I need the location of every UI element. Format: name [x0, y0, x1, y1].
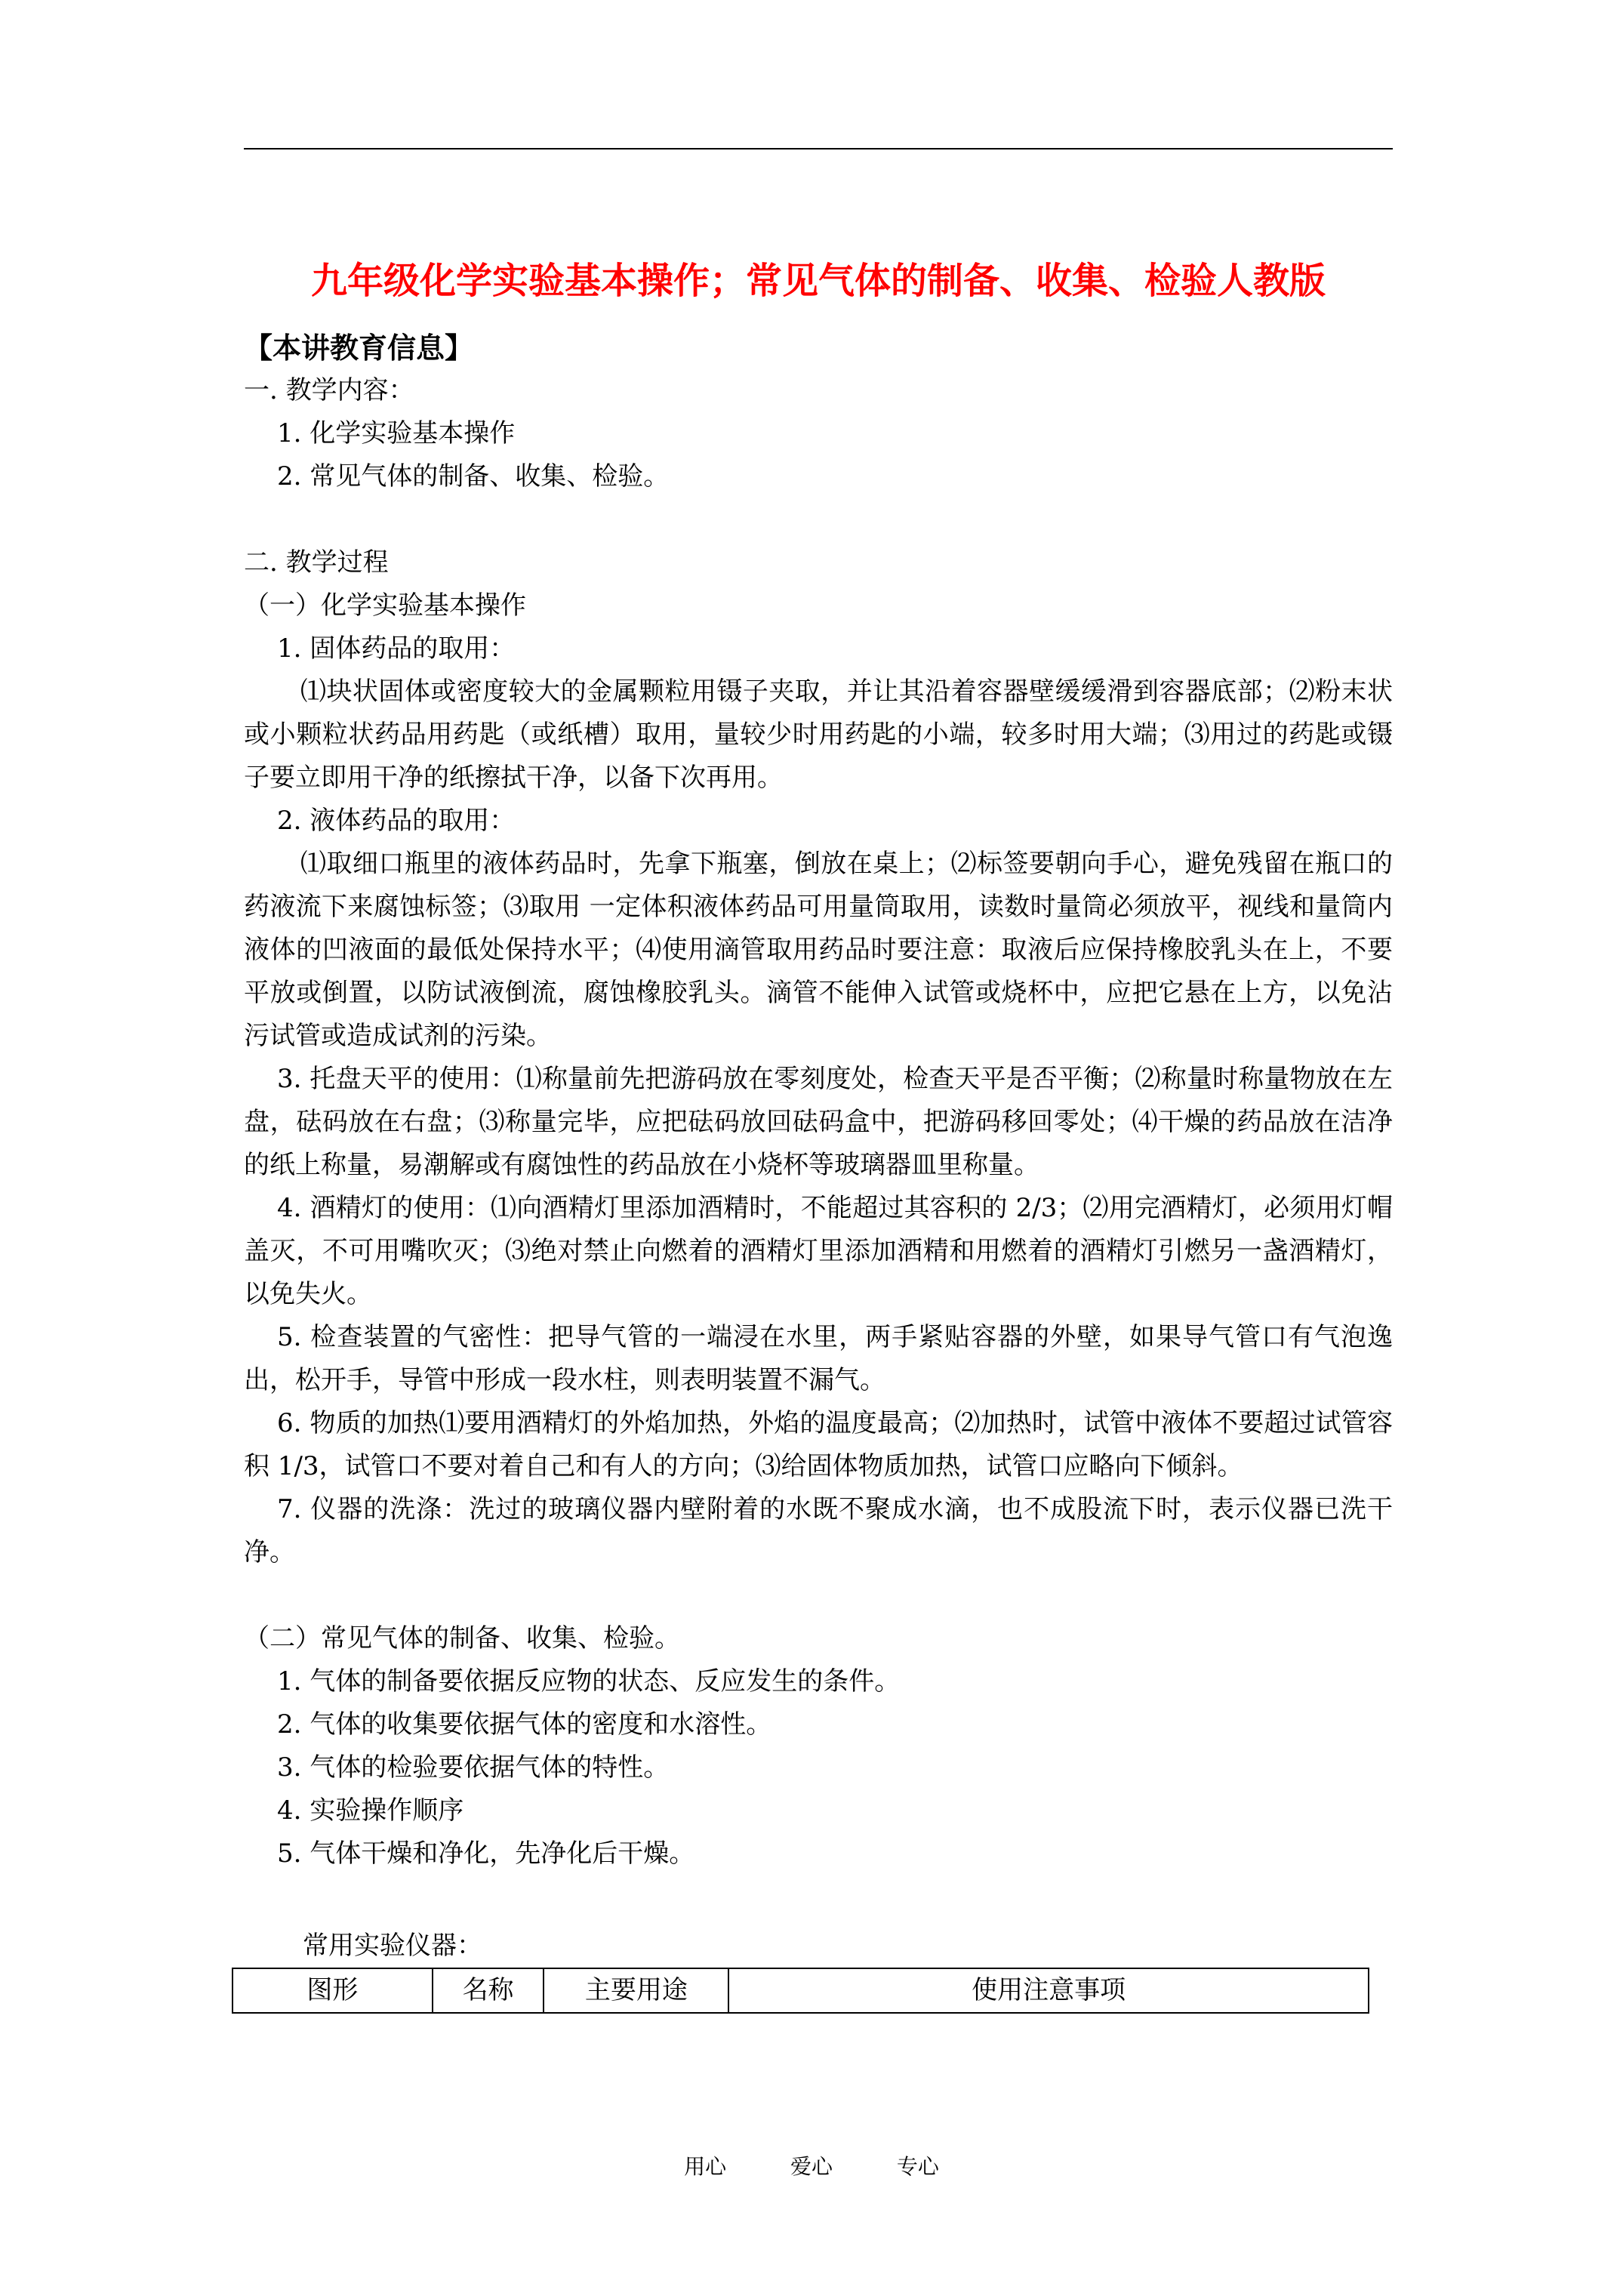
page-footer — [0, 2152, 1623, 2182]
footer-text-1: 用心 — [684, 2154, 727, 2179]
table-caption: 常用实验仪器： — [303, 1931, 482, 1961]
item1-title: 1. 固体药品的取用： — [277, 633, 516, 664]
item7-paragraph: 7. 仪器的洗涤：洗过的玻璃仪器内壁附着的水既不聚成水滴，也不成股流下时，表示仪器已洗干净。 — [244, 1494, 1393, 1567]
item3-paragraph: 3. 托盘天平的使用：⑴称量前先把游码放在零刻度处，检查天平是否平衡；⑵称量时称量物放在左盘，砝码放在右盘；⑶称量完毕，应把砝码放回砝码盒中，把游码移回零处；⑷干燥的药品放在洁净的纸上称量，易潮解或有腐蚀性的药品放在小烧杯等玻璃器皿里称量。 — [244, 1064, 1393, 1180]
footer-text-2: 爱心 — [790, 2154, 833, 2179]
sub1-heading: （一）化学实验基本操作 — [244, 590, 526, 621]
table-header-row — [233, 1968, 1369, 2013]
part1-item-2: 2. 常见气体的制备、收集、检验。 — [277, 461, 670, 492]
item6-paragraph: 6. 物质的加热⑴要用酒精灯的外焰加热，外焰的温度最高；⑵加热时，试管中液体不要超过试管容积 1/3，试管口不要对着自己和有人的方向；⑶给固体物质加热，试管口应略向下倾斜。 — [244, 1408, 1393, 1481]
instrument-table — [232, 1968, 1369, 2014]
spacer — [244, 498, 1393, 541]
table-header-name: 名称 — [433, 1968, 544, 2013]
item2-body: ⑴取细口瓶里的液体药品时，先拿下瓶塞，倒放在桌上；⑵标签要朝向手心，避免残留在瓶口的药液流下来腐蚀标签；⑶取用 一定体积液体药品可用量筒取用，读数时量筒必须放平，视线和量筒内液体的凹液面的最低处保持水平；⑷使用滴管取用药品时要注意：取液后应保持橡胶乳头在上，不要平放或倒置，以防试液倒流，腐蚀橡胶乳头。滴管不能伸入试管或烧杯中，应把它悬在上方，以免沾污试管或造成试剂的污染。 — [244, 849, 1393, 1051]
table-header-figure: 图形 — [233, 1968, 433, 2013]
sub2-heading: （二）常见气体的制备、收集、检验。 — [244, 1623, 680, 1653]
item1-body: ⑴块状固体或密度较大的金属颗粒用镊子夹取，并让其沿着容器壁缓缓滑到容器底部；⑵粉末状或小颗粒状药品用药匙（或纸槽）取用，量较少时用药匙的小端，较多时用大端；⑶用过的药匙或镊子要立即用干净的纸擦拭干净，以备下次再用。 — [244, 676, 1393, 793]
item2-title: 2. 液体药品的取用： — [277, 806, 516, 836]
footer-text-3: 专心 — [896, 2154, 939, 2179]
part2-heading: 二. 教学过程 — [244, 547, 389, 578]
document-body — [244, 326, 1393, 2014]
sub2-item-4: 4. 实验操作顺序 — [277, 1795, 464, 1826]
part1-heading: 一. 教学内容： — [244, 375, 414, 405]
item5-paragraph: 5. 检查装置的气密性：把导气管的一端浸在水里，两手紧贴容器的外壁，如果导气管口有气泡逸出，松开手，导管中形成一段水柱，则表明装置不漏气。 — [244, 1322, 1393, 1395]
section-title: 【本讲教育信息】 — [244, 331, 474, 365]
header-rule — [244, 148, 1393, 149]
sub2-item-2: 2. 气体的收集要依据气体的密度和水溶性。 — [277, 1709, 772, 1740]
part1-item-1: 1. 化学实验基本操作 — [277, 418, 516, 448]
item4-paragraph: 4. 酒精灯的使用：⑴向酒精灯里添加酒精时，不能超过其容积的 2/3；⑵用完酒精灯，必须用灯帽盖灭，不可用嘴吹灭；⑶绝对禁止向燃着的酒精灯里添加酒精和用燃着的酒精灯引燃另一盏酒精灯，以免失火。 — [244, 1193, 1393, 1309]
table-header-usage: 主要用途 — [544, 1968, 728, 2013]
spacer — [244, 1875, 1393, 1918]
spacer — [244, 1574, 1393, 1617]
table-header-notes: 使用注意事项 — [728, 1968, 1369, 2013]
document-title: 九年级化学实验基本操作；常见气体的制备、收集、检验人教版 — [310, 260, 1326, 302]
sub2-item-5: 5. 气体干燥和净化，先净化后干燥。 — [277, 1838, 695, 1869]
sub2-item-3: 3. 气体的检验要依据气体的特性。 — [277, 1752, 670, 1783]
sub2-item-1: 1. 气体的制备要依据反应物的状态、反应发生的条件。 — [277, 1666, 901, 1697]
